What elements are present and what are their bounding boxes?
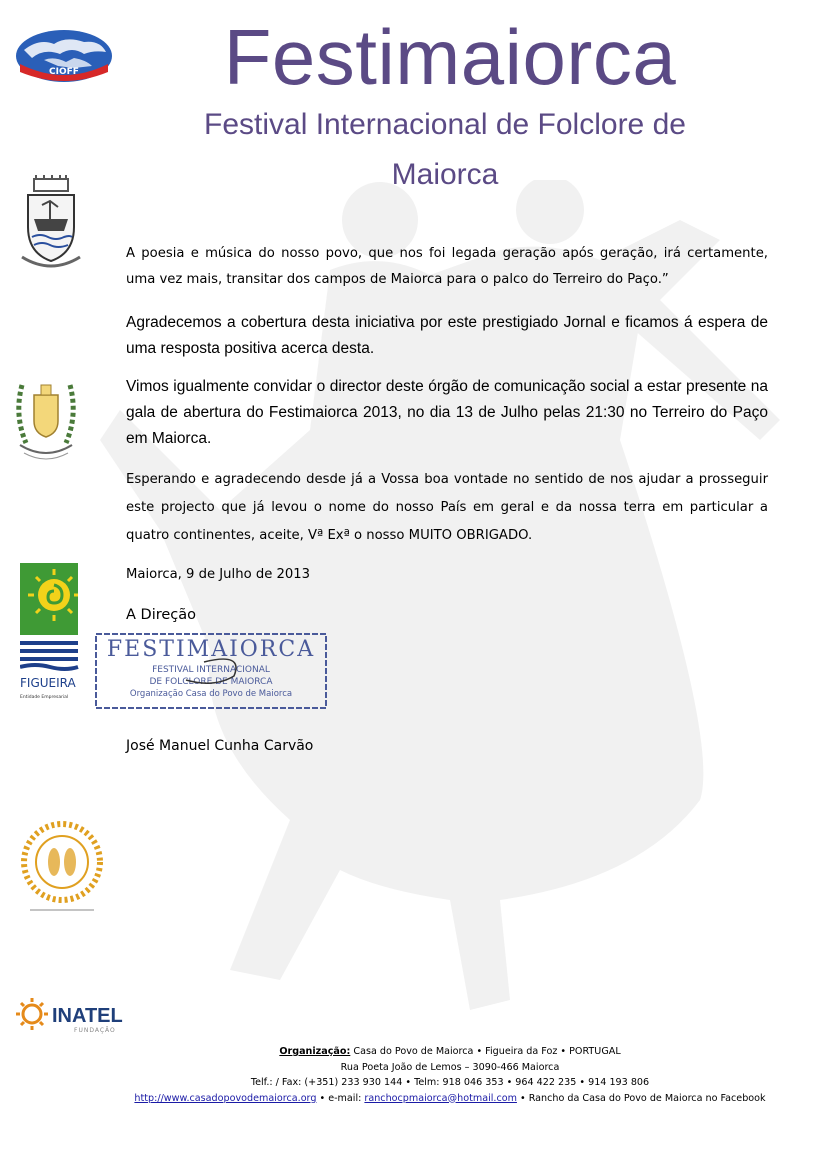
- inatel-text: INATEL: [52, 1005, 123, 1027]
- footer-phones: Telf.: / Fax: (+351) 233 930 144 • Telm: 918 046 353 • 964 422 235 • 914 193 806: [250, 1077, 650, 1088]
- figueira-text: FIGUEIRA: [20, 676, 76, 690]
- email-link[interactable]: ranchocpmaiorca@hotmail.com: [364, 1092, 517, 1104]
- footer: [120, 1044, 780, 1106]
- organization-stamp: [94, 632, 328, 710]
- figueira-logo: [20, 563, 80, 701]
- cioff-text: CIOFF: [49, 67, 79, 77]
- inatel-subtext: FUNDAÇÃO: [74, 1027, 116, 1034]
- festival-title: Festimaiorca: [223, 13, 677, 101]
- paragraph-obrigado: Esperando e agradecendo desde já a Vossa boa vontade no sentido de nos ajudar a prosseguir este projecto que já levou o nome do nosso País em geral e da nossa terra em particular a quatro continentes, aceite, Vª Exª o nosso MUITO OBRIGADO.: [126, 472, 768, 543]
- letter-date: Maiorca, 9 de Julho de 2013: [126, 567, 311, 582]
- cioff-logo: [14, 28, 114, 84]
- wreath-crest-icon: [10, 365, 82, 465]
- signatory-name: José Manuel Cunha Carvão: [126, 738, 314, 754]
- footer-links: [120, 1091, 780, 1107]
- email-label: • e-mail:: [316, 1092, 365, 1104]
- paragraph-convite: Vimos igualmente convidar o director deste órgão de comunicação social a estar presente na gala de abertura do Festimaiorca 2013, no dia 13 de Julho pelas 21:30 no Terreiro do Paço em Maiorca.: [126, 378, 768, 447]
- stamp-line-1: FESTIMAIORCA: [106, 637, 316, 662]
- figueira-subtext: Entidade Empresarial: [20, 695, 69, 700]
- footer-org-text: Casa do Povo de Maiorca • Figueira da Foz • PORTUGAL: [350, 1046, 621, 1057]
- facebook-text: • Rancho da Casa do Povo de Maiorca no Facebook: [516, 1092, 766, 1104]
- footer-address: Rua Poeta João de Lemos – 3090-466 Maiorca: [340, 1061, 560, 1073]
- coat-of-arms-icon: [20, 175, 82, 270]
- stamp-line-4: Organização Casa do Povo de Maiorca: [129, 689, 293, 699]
- website-link[interactable]: http://www.casadopovodemaiorca.org: [134, 1092, 317, 1104]
- inatel-logo: [14, 994, 130, 1036]
- signature-direcao: A Direção: [126, 607, 197, 623]
- paragraph-poesia: A poesia e música do nosso povo, que nos foi legada geração após geração, irá certamente, uma vez mais, transitar dos campos de Maiorca para o palco do Terreiro do Paço.”: [126, 246, 768, 287]
- stamp-line-2: FESTIVAL INTERNACIONAL: [152, 665, 270, 675]
- paragraph-agradecemos: Agradecemos a cobertura desta iniciativa por este prestigiado Jornal e ficamos á espera de uma resposta positiva acerca desta.: [126, 314, 768, 357]
- stamp-line-3: DE FOLCLORE DE MAIORCA: [149, 677, 273, 687]
- folklore-federation-seal: [14, 818, 110, 918]
- subtitle-line-2: Maiorca: [391, 158, 499, 191]
- footer-organization: [120, 1044, 780, 1060]
- festival-subtitle: [150, 100, 740, 200]
- subtitle-line-1: Festival Internacional de Folclore de: [204, 108, 686, 141]
- footer-org-label: Organização:: [279, 1046, 351, 1057]
